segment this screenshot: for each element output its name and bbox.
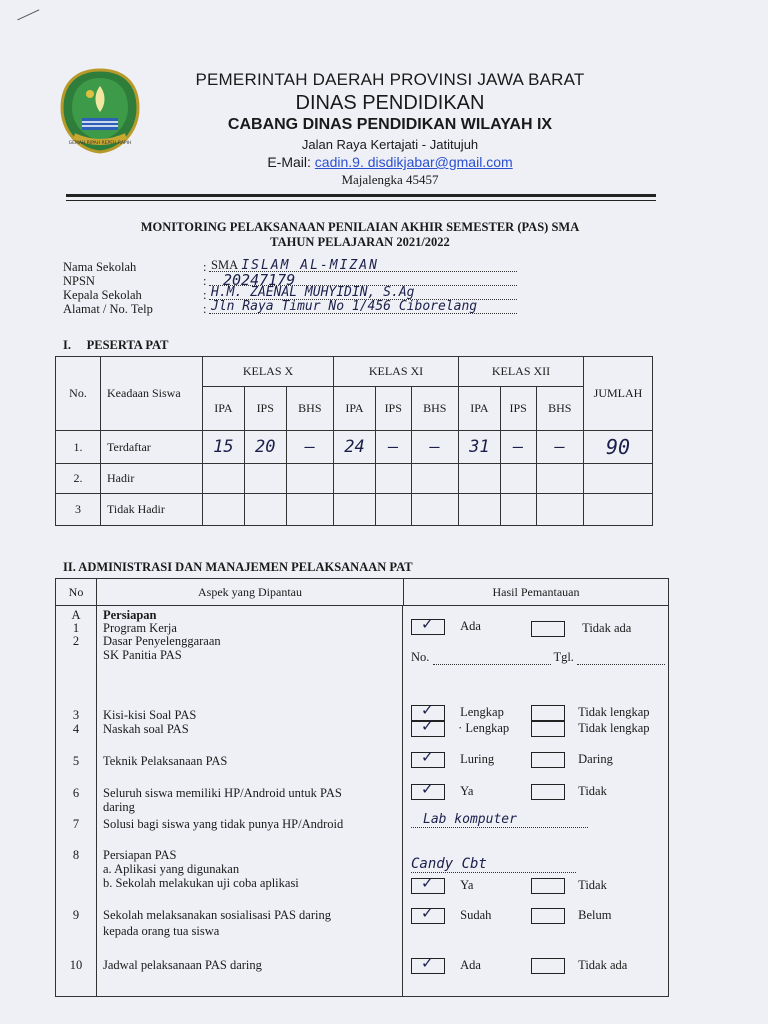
result-kisi-kisi-no: Tidak lengkap (531, 705, 650, 721)
row-number: 1. (56, 431, 101, 464)
result-solusi (411, 812, 588, 828)
sk-date-field[interactable] (577, 664, 665, 665)
col-hasil-header: Hasil Pemantauan (404, 579, 669, 606)
school-prefix: SMA (211, 258, 239, 272)
total-value: 90 (584, 431, 653, 464)
result-kisi-kisi: ✓ Lengkap (411, 705, 504, 721)
checkbox-ya[interactable]: ✓ (411, 784, 445, 800)
sub-header: IPA (203, 387, 245, 431)
participants-table (55, 356, 653, 526)
aspect-text: kepada orang tua siswa (103, 924, 220, 938)
group-letter: A (71, 608, 81, 622)
section1-heading: I. PESERTA PAT (63, 338, 169, 352)
result-uji-coba-no: Tidak (531, 878, 607, 894)
aspect-text: Sekolah melaksanakan sosialisasi PAS daring (103, 908, 331, 922)
header-address: Jalan Raya Kertajati - Jatitujuh (301, 137, 479, 152)
sub-header: IPA (458, 387, 500, 431)
kelas-x-header: KELAS X (203, 357, 334, 387)
cell-value: – (536, 431, 583, 464)
item-number: 8 (72, 848, 80, 862)
section2-heading: II. ADMINISTRASI DAN MANAJEMEN PELAKSANAAN PAT (63, 560, 413, 574)
aspect-text: b. Sekolah melakukan uji coba aplikasi (103, 876, 299, 890)
item-number: 5 (72, 754, 80, 768)
cell-value: 15 (203, 431, 245, 464)
table-row (56, 464, 653, 494)
email-label: E-Mail: (267, 154, 311, 170)
row-label: Terdaftar (101, 431, 203, 464)
school-name-value: ISLAM AL-MIZAN (241, 258, 379, 273)
npsn-value: 20247179 (223, 271, 296, 289)
header-email-line (170, 154, 610, 170)
row-number: 3 (56, 494, 101, 526)
row-label: Tidak Hadir (101, 494, 203, 526)
result-sosialisasi: ✓ Sudah (411, 908, 491, 924)
kelas-xi-header: KELAS XI (334, 357, 459, 387)
aspect-text: SK Panitia PAS (103, 648, 182, 662)
aspect-text: Persiapan PAS (103, 848, 177, 862)
result-program-kerja: ✓ Ada (411, 619, 481, 635)
sub-header: IPS (244, 387, 286, 431)
row-number: 2. (56, 464, 101, 494)
header-agency: DINAS PENDIDIKAN (295, 92, 485, 114)
sub-header: IPS (375, 387, 411, 431)
label-nama-sekolah: Nama Sekolah (63, 260, 137, 274)
header-branch: CABANG DINAS PENDIDIKAN WILAYAH IX (227, 116, 553, 133)
aspect-text: Teknik Pelaksanaan PAS (103, 754, 228, 768)
sub-header: BHS (286, 387, 333, 431)
aspect-text: Seluruh siswa memiliki HP/Android untuk PAS (103, 786, 342, 800)
aspect-text: Solusi bagi siswa yang tidak punya HP/Android (103, 817, 344, 831)
item-number: 3 (72, 708, 80, 722)
aspect-text: Program Kerja (103, 621, 177, 635)
checkbox-tidak[interactable] (531, 784, 565, 800)
label-kepala-sekolah: Kepala Sekolah (63, 288, 142, 302)
address-value: Jln Raya Timur No 1/456 Ciborelang (211, 299, 478, 314)
checkbox-sudah[interactable]: ✓ (411, 908, 445, 924)
item-number: 9 (72, 908, 80, 922)
aspect-text: Kisi-kisi Soal PAS (103, 708, 197, 722)
checkbox-daring[interactable] (531, 752, 565, 768)
document-page: GEMAH RIPAH REPEH RAPIH PEMERINTAH DAERAH PROVINSI JAWA BARAT DINAS PENDIDIKAN CABANG DINAS PENDIDIKAN WILAYAH IX Jalan Raya Kertajati - Jatitujuh E-Mail: cadin.9. disdikjabar@gmail.com Majalengka 45457 MONITORING PELAKSANAAN PENILAIAN AKHIR SEMESTER (PAS) SMA TAHUN PELAJARAN 2021/2022 Nama Sekolah : SMA ISLAM AL-MIZAN NPSN : 20247179 Kepala Sekolah : H.M. ZAENAL MUHYIDIN, S.Ag Alamat / No. Telp : Jln Raya Timur No 1/456 Ciborelang I. PESERTA PAT No. Keadaan Siswa KELAS X KELAS XI KELAS XII JUMLAH IPA IPS BHS IPA IPS BHS IPA IPS BHS 1. Terdaftar 15 20 – 24 – – 31 – – 90 2. Hadir 3 Tidak Hadir II. ADMINISTRASI DAN MANAJEMEN PELAKSANAAN PAT No Aspek yang Dipantau Hasil Pemantauan A 1 2 3 4 5 6 7 8 9 10 Persiapan Program Kerja Dasar Penyelenggaraan SK Panitia PAS Kisi-kisi Soal PAS Naskah soal PAS Teknik Pelaksanaan PAS Seluruh siswa memiliki HP/Android untuk PAS daring Solusi bagi siswa yang tidak punya HP/Android Persiapan PAS a. Aplikasi yang digunakan b. Sekolah melakukan uji coba aplikasi Sekolah melaksanakan sosialisasi PAS daring kepada orang tua siswa Jadwal pelaksanaan PAS daring ✓ Ada Tidak ada No. Tgl. ✓ Lengkap Tidak lengkap ✓ · Lengkap Tidak lengkap ✓ Luring Daring ✓ Ya Tidak Lab komputer Candy Cbt ✓ Ya Tidak ✓ Sudah Belum ✓ Ada Tidak ada (0, 0, 768, 1024)
table-row (56, 494, 653, 526)
result-aplikasi (411, 856, 576, 873)
checkbox-luring[interactable]: ✓ (411, 752, 445, 768)
col-aspek-header: Aspek yang Dipantau (97, 579, 404, 606)
header-rule-thick (66, 194, 656, 197)
aspect-text: Naskah soal PAS (103, 722, 189, 736)
aspect-text: Dasar Penyelenggaraan (103, 634, 221, 648)
sub-header: BHS (536, 387, 583, 431)
checkbox-tidak-ada[interactable] (531, 958, 565, 974)
administration-table (55, 578, 669, 997)
result-jadwal-no: Tidak ada (531, 958, 627, 974)
cell-value: – (411, 431, 458, 464)
item-number: 1 (72, 621, 80, 635)
checkbox-lengkap[interactable]: ✓ (411, 721, 445, 737)
email-link[interactable]: cadin.9. disdikjabar@gmail.com (314, 154, 513, 170)
item-number: 10 (69, 958, 83, 972)
logo-motto: GEMAH RIPAH REPEH RAPIH (68, 141, 132, 146)
west-java-emblem-logo (60, 68, 140, 154)
checkbox-belum[interactable] (531, 908, 565, 924)
cell-value: 20 (244, 431, 286, 464)
label-alamat: Alamat / No. Telp (63, 302, 153, 316)
result-naskah-no: Tidak lengkap (531, 721, 650, 737)
sk-number-field[interactable] (433, 664, 551, 665)
aspect-text: a. Aplikasi yang digunakan (103, 862, 240, 876)
item-number: 6 (72, 786, 80, 800)
checkbox-ada[interactable]: ✓ (411, 619, 445, 635)
checkbox-lengkap[interactable]: ✓ (411, 705, 445, 721)
col-no-header: No. (56, 357, 101, 431)
cell-value: – (375, 431, 411, 464)
checkbox-tidak[interactable] (531, 878, 565, 894)
pen-mark (17, 9, 43, 27)
checkbox-tidak-lengkap[interactable] (531, 705, 565, 721)
sub-header: IPA (334, 387, 376, 431)
aplikasi-value: Candy Cbt (411, 856, 576, 873)
document-subtitle: TAHUN PELAJARAN 2021/2022 (270, 235, 450, 249)
aspect-rows (56, 606, 668, 996)
result-uji-coba: ✓ Ya (411, 878, 473, 894)
cell-value: – (286, 431, 333, 464)
cell-value: – (500, 431, 536, 464)
sub-header: IPS (500, 387, 536, 431)
group-title: Persiapan (103, 608, 157, 622)
result-hp: ✓ Ya (411, 784, 473, 800)
sub-header: BHS (411, 387, 458, 431)
result-jadwal: ✓ Ada (411, 958, 481, 974)
header-city: Majalengka 45457 (341, 172, 439, 187)
aspect-text: daring (103, 800, 135, 814)
header-rule-thin (66, 200, 656, 201)
checkbox-tidak-ada[interactable] (531, 621, 565, 637)
document-title: MONITORING PELAKSANAAN PENILAIAN AKHIR SEMESTER (PAS) SMA (140, 220, 580, 234)
col-no-header: No (56, 579, 97, 606)
table-row (56, 431, 653, 464)
result-program-kerja-no: Tidak ada (531, 621, 631, 637)
result-naskah: ✓ · Lengkap (411, 721, 509, 737)
row-label: Hadir (101, 464, 203, 494)
result-teknik-no: Daring (531, 752, 613, 768)
cell-value: 31 (458, 431, 500, 464)
col-keadaan-header: Keadaan Siswa (101, 357, 203, 431)
checkbox-ya[interactable]: ✓ (411, 878, 445, 894)
item-number: 4 (72, 722, 80, 736)
result-teknik: ✓ Luring (411, 752, 494, 768)
kelas-xii-header: KELAS XII (458, 357, 583, 387)
item-number: 7 (72, 817, 80, 831)
checkbox-tidak-lengkap[interactable] (531, 721, 565, 737)
checkbox-ada[interactable]: ✓ (411, 958, 445, 974)
result-hp-no: Tidak (531, 784, 607, 800)
jumlah-header: JUMLAH (584, 357, 653, 431)
principal-value: H.M. ZAENAL MUHYIDIN, S.Ag (211, 285, 415, 300)
aspect-text: Jadwal pelaksanaan PAS daring (103, 958, 262, 972)
solusi-value: Lab komputer (411, 812, 588, 828)
result-sk-panitia: No. Tgl. (411, 650, 665, 665)
label-npsn: NPSN (63, 274, 95, 288)
header-government: PEMERINTAH DAERAH PROVINSI JAWA BARAT (195, 70, 585, 89)
result-sosialisasi-no: Belum (531, 908, 611, 924)
item-number: 2 (72, 634, 80, 648)
cell-value: 24 (334, 431, 376, 464)
